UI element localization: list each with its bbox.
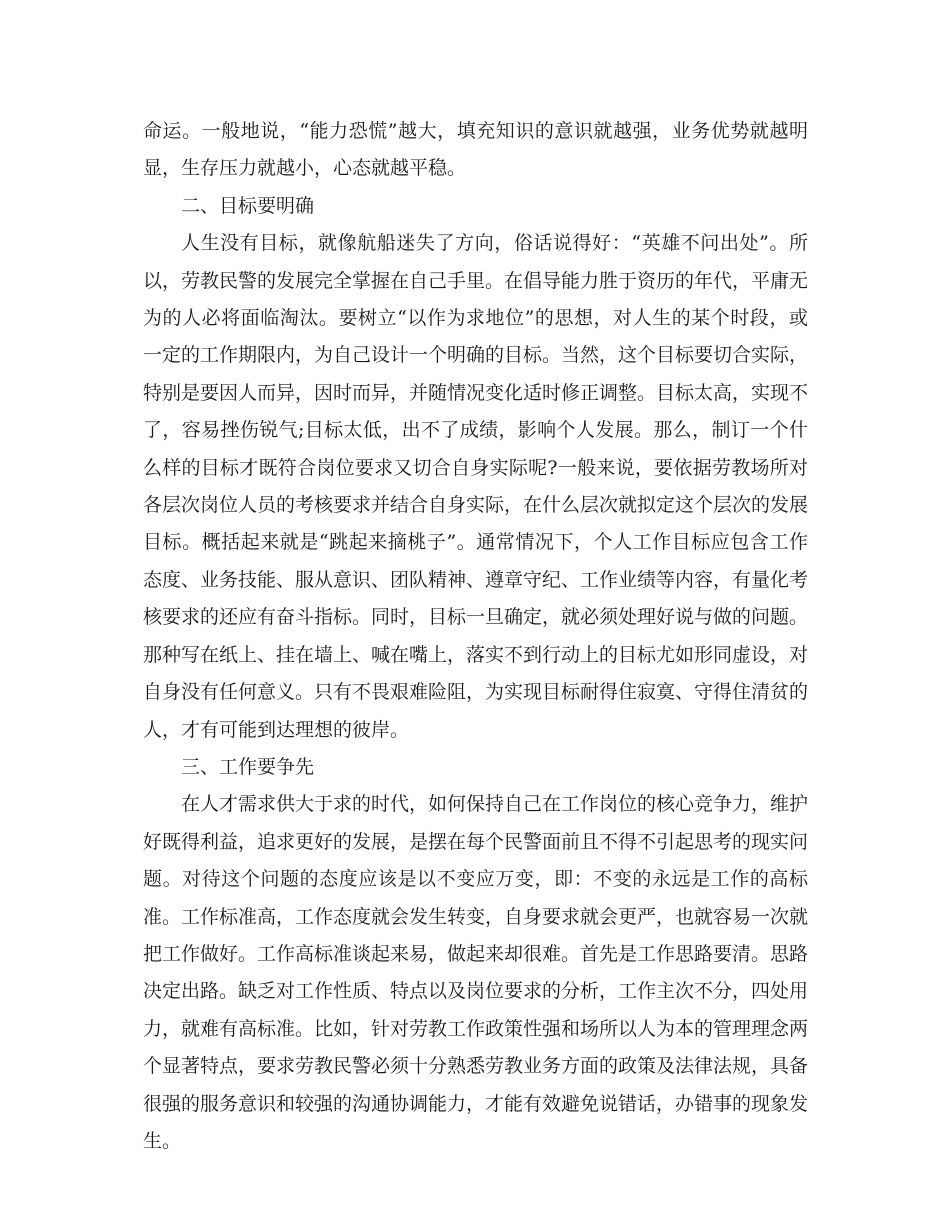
paragraph-continuation: 命运。一般地说，“能力恐慌”越大，填充知识的意识就越强，业务优势就越明显，生存压力就越小，心态就越平稳。 — [143, 120, 808, 180]
section-heading-goals: 二、目标要明确 — [181, 194, 315, 217]
paragraph-work: 在人才需求供大于求的时代，如何保持自己在工作岗位的核心竞争力，维护好既得利益，追求更好的发展，是摆在每个民警面前且不得不引起思考的现实问题。对待这个问题的态度应该是以不变应万变，即：不变的永远是工作的高标准。工作标准高，工作态度就会发生转变，自身要求就会更严，也就容易一次就把工作做好。工作高标准谈起来易，做起来却很难。首先是工作思路要清。思路决定出路。缺乏对工作性质、特点以及岗位要求的分析，工作主次不分，四处用力，就难有高标准。比如，针对劳教工作政策性强和场所以人为本的管理理念两个显著特点，要求劳教民警必须十分熟悉劳教业务方面的政策及法律法规，具备很强的服务意识和较强的沟通协调能力，才能有效避免说错话，办错事的现象发生。 — [143, 793, 809, 1152]
paragraph-goals: 人生没有目标，就像航船迷失了方向，俗话说得好：“英雄不问出处”。所以，劳教民警的发展完全掌握在自己手里。在倡导能力胜于资历的年代，平庸无为的人必将面临淘汰。要树立“以作为求地位”的思想，对人生的某个时段，或一定的工作期限内，为自己设计一个明确的目标。当然，这个目标要切合实际，特别是要因人而异，因时而异，并随情况变化适时修正调整。目标太高，实现不了，容易挫伤锐气;目标太低，出不了成绩，影响个人发展。那么，制订一个什么样的目标才既符合岗位要求又切合自身实际呢?一般来说，要依据劳教场所对各层次岗位人员的考核要求并结合自身实际，在什么层次就拟定这个层次的发展目标。概括起来就是“跳起来摘桃子”。通常情况下，个人工作目标应包含工作态度、业务技能、服从意识、团队精神、遵章守纪、工作业绩等内容，有量化考核要求的还应有奋斗指标。同时，目标一旦确定，就必须处理好说与做的问题。那种写在纸上、挂在墙上、喊在嘴上，落实不到行动上的目标尤如形同虚设，对自身没有任何意义。只有不畏艰难险阻，为实现目标耐得住寂寞、守得住清贫的人，才有可能到达理想的彼岸。 — [143, 232, 809, 741]
document-body — [143, 113, 808, 1160]
section-heading-work: 三、工作要争先 — [181, 755, 315, 778]
